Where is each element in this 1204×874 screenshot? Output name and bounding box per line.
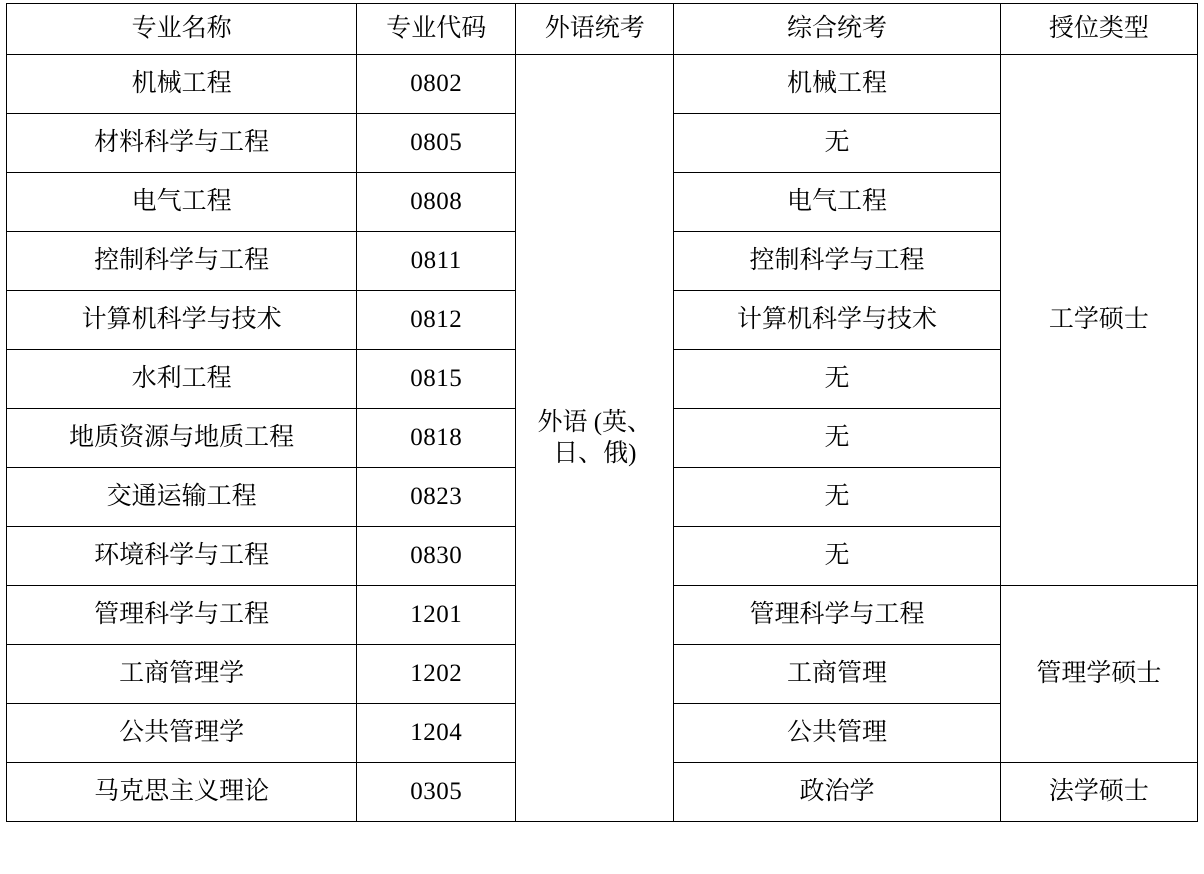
cell-major-code: 0808 bbox=[357, 173, 516, 232]
cell-major-name: 材料科学与工程 bbox=[7, 114, 357, 173]
cell-comprehensive-exam: 政治学 bbox=[674, 763, 1000, 822]
cell-major-name: 交通运输工程 bbox=[7, 468, 357, 527]
language-line-1: 外语 (英、 bbox=[537, 408, 653, 436]
language-line-2: 日、俄) bbox=[553, 440, 637, 467]
cell-major-code: 0802 bbox=[357, 55, 516, 114]
cell-major-name: 马克思主义理论 bbox=[7, 763, 357, 822]
cell-comprehensive-exam: 无 bbox=[674, 527, 1000, 586]
cell-major-code: 1201 bbox=[357, 586, 516, 645]
header-foreign-language-exam: 外语统考 bbox=[516, 4, 674, 55]
cell-comprehensive-exam: 机械工程 bbox=[674, 55, 1000, 114]
cell-major-name: 电气工程 bbox=[7, 173, 357, 232]
cell-comprehensive-exam: 电气工程 bbox=[674, 173, 1000, 232]
cell-major-name: 公共管理学 bbox=[7, 704, 357, 763]
cell-major-name: 机械工程 bbox=[7, 55, 357, 114]
cell-comprehensive-exam: 工商管理 bbox=[674, 645, 1000, 704]
cell-major-name: 控制科学与工程 bbox=[7, 232, 357, 291]
cell-major-name: 环境科学与工程 bbox=[7, 527, 357, 586]
cell-major-code: 0818 bbox=[357, 409, 516, 468]
cell-degree-type: 法学硕士 bbox=[1000, 763, 1197, 822]
cell-major-name: 工商管理学 bbox=[7, 645, 357, 704]
table-body bbox=[7, 55, 1198, 822]
cell-comprehensive-exam: 无 bbox=[674, 409, 1000, 468]
header-major-code: 专业代码 bbox=[357, 4, 516, 55]
cell-major-name: 地质资源与地质工程 bbox=[7, 409, 357, 468]
cell-major-name: 管理科学与工程 bbox=[7, 586, 357, 645]
cell-major-code: 0812 bbox=[357, 291, 516, 350]
cell-major-code: 1204 bbox=[357, 704, 516, 763]
cell-major-code: 0305 bbox=[357, 763, 516, 822]
cell-comprehensive-exam: 无 bbox=[674, 350, 1000, 409]
cell-comprehensive-exam: 管理科学与工程 bbox=[674, 586, 1000, 645]
cell-comprehensive-exam: 控制科学与工程 bbox=[674, 232, 1000, 291]
header-comprehensive-exam: 综合统考 bbox=[674, 4, 1000, 55]
cell-major-code: 0805 bbox=[357, 114, 516, 173]
table-row bbox=[7, 55, 1198, 114]
cell-major-code: 0830 bbox=[357, 527, 516, 586]
table-header-row bbox=[7, 4, 1198, 55]
table-header bbox=[7, 4, 1198, 55]
cell-degree-type: 工学硕士 bbox=[1000, 55, 1197, 586]
majors-table bbox=[6, 3, 1198, 822]
cell-comprehensive-exam: 公共管理 bbox=[674, 704, 1000, 763]
cell-foreign-language-exam bbox=[516, 55, 674, 822]
cell-major-code: 1202 bbox=[357, 645, 516, 704]
header-degree-type: 授位类型 bbox=[1000, 4, 1197, 55]
cell-major-name: 计算机科学与技术 bbox=[7, 291, 357, 350]
cell-major-code: 0823 bbox=[357, 468, 516, 527]
cell-comprehensive-exam: 计算机科学与技术 bbox=[674, 291, 1000, 350]
header-major-name: 专业名称 bbox=[7, 4, 357, 55]
cell-degree-type: 管理学硕士 bbox=[1000, 586, 1197, 763]
cell-comprehensive-exam: 无 bbox=[674, 468, 1000, 527]
cell-major-code: 0815 bbox=[357, 350, 516, 409]
cell-major-name: 水利工程 bbox=[7, 350, 357, 409]
cell-comprehensive-exam: 无 bbox=[674, 114, 1000, 173]
cell-major-code: 0811 bbox=[357, 232, 516, 291]
